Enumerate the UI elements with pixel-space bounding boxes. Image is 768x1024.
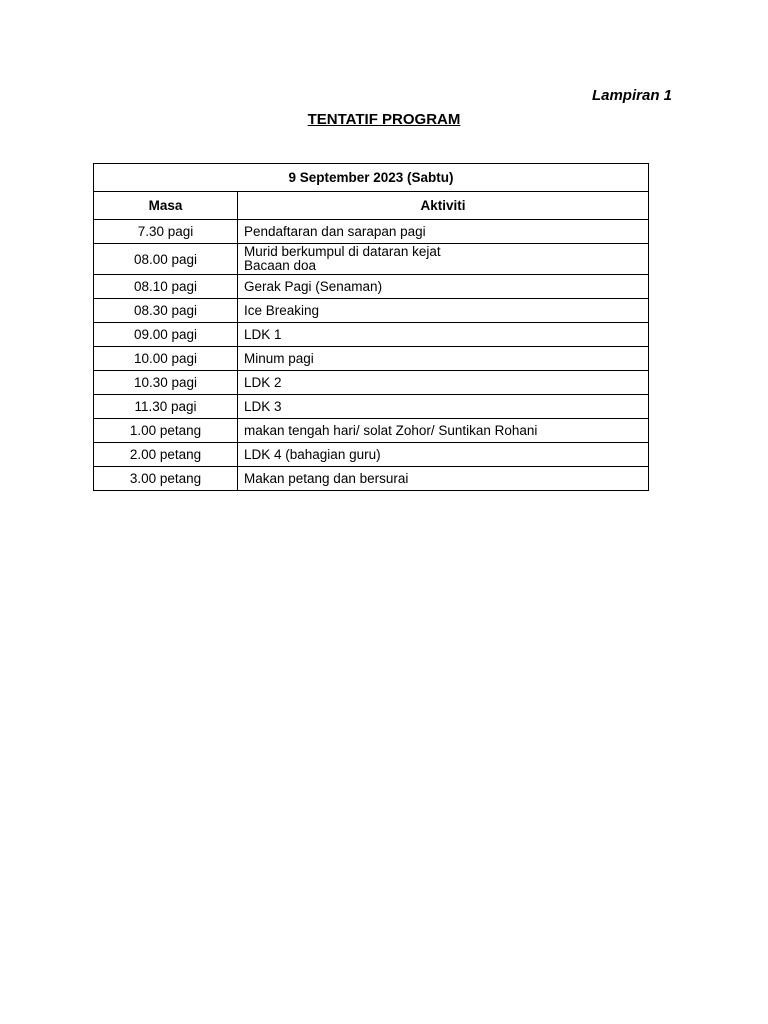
time-cell: 09.00 pagi [94,323,238,347]
table-row [94,244,649,275]
schedule-body [94,220,649,491]
activity-line: Minum pagi [244,351,314,366]
column-header-time: Masa [94,192,238,220]
activity-cell [238,395,649,419]
time-cell: 1.00 petang [94,419,238,443]
time-cell: 7.30 pagi [94,220,238,244]
table-row [94,275,649,299]
date-header: 9 September 2023 (Sabtu) [94,164,649,192]
schedule-table [93,163,649,491]
activity-cell [238,244,649,275]
table-row [94,395,649,419]
time-cell: 2.00 petang [94,443,238,467]
time-cell: 10.30 pagi [94,371,238,395]
activity-line: Pendaftaran dan sarapan pagi [244,224,426,239]
time-cell: 3.00 petang [94,467,238,491]
activity-line: Gerak Pagi (Senaman) [244,279,383,294]
activity-line: LDK 2 [244,375,282,390]
date-header-row [94,164,649,192]
time-cell: 08.00 pagi [94,244,238,275]
column-header-activity: Aktiviti [238,192,649,220]
table-row [94,371,649,395]
activity-line: Ice Breaking [244,303,320,318]
activity-line: LDK 1 [244,327,282,342]
appendix-label: Lampiran 1 [591,87,672,104]
activity-line: LDK 4 (bahagian guru) [244,447,381,462]
column-header-row [94,192,649,220]
time-cell: 08.30 pagi [94,299,238,323]
activity-cell [238,220,649,244]
table-row [94,220,649,244]
table-row [94,323,649,347]
page-title: TENTATIF PROGRAM [307,111,461,128]
activity-cell [238,323,649,347]
time-cell: 11.30 pagi [94,395,238,419]
activity-line: makan tengah hari/ solat Zohor/ Suntikan Rohani [244,423,538,438]
table-row [94,419,649,443]
activity-cell [238,443,649,467]
activity-line: LDK 3 [244,399,282,414]
activity-cell [238,371,649,395]
time-cell: 08.10 pagi [94,275,238,299]
activity-cell [238,275,649,299]
activity-line: Bacaan doa [244,258,317,273]
activity-cell [238,299,649,323]
activity-line: Murid berkumpul di dataran kejat [244,244,441,259]
table-row [94,347,649,371]
activity-line: Makan petang dan bersurai [244,471,409,486]
time-cell: 10.00 pagi [94,347,238,371]
table-row [94,299,649,323]
activity-cell [238,347,649,371]
table-row [94,467,649,491]
table-row [94,443,649,467]
activity-cell [238,419,649,443]
activity-cell [238,467,649,491]
